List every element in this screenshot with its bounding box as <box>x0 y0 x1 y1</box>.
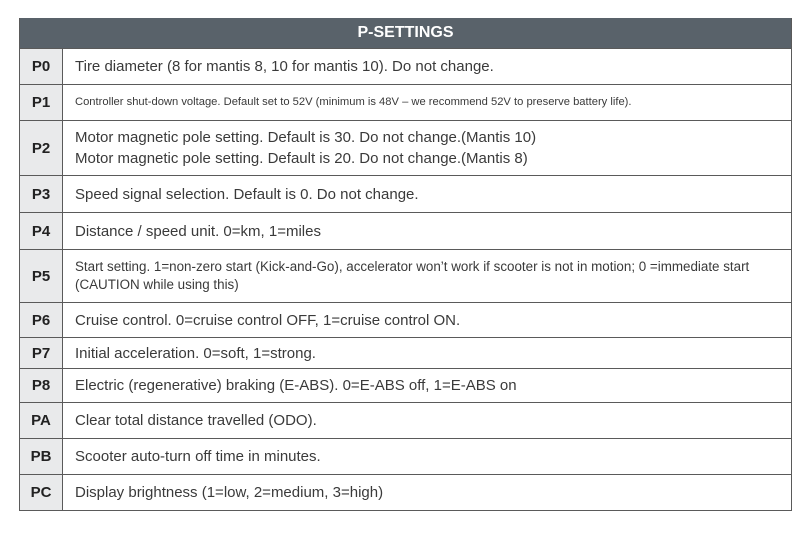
setting-code: P7 <box>20 338 63 368</box>
setting-description <box>63 176 791 212</box>
setting-code: P5 <box>20 250 63 302</box>
setting-description <box>63 475 791 510</box>
table-row-p1 <box>20 85 791 121</box>
table-row-p3 <box>20 176 791 213</box>
table-row-pb <box>20 439 791 475</box>
table-row-p2 <box>20 121 791 176</box>
description-line: Initial acceleration. 0=soft, 1=strong. <box>75 344 316 362</box>
p-settings-table <box>19 18 792 511</box>
setting-code: P1 <box>20 85 63 120</box>
setting-code: PB <box>20 439 63 474</box>
setting-description <box>63 49 791 84</box>
table-row-p6 <box>20 303 791 338</box>
description-line: Start setting. 1=non-zero start (Kick-and-Go), accelerator won’t work if scooter is not in motion; 0 =immediate start (CAUTION while using this) <box>75 259 750 292</box>
description-line: Display brightness (1=low, 2=medium, 3=high) <box>75 484 384 501</box>
setting-description <box>63 403 791 438</box>
setting-description <box>63 250 791 302</box>
table-row-p5 <box>20 250 791 303</box>
table-row-p0 <box>20 49 791 85</box>
description-line: Cruise control. 0=cruise control OFF, 1=cruise control ON. <box>75 311 461 329</box>
table-row-p8 <box>20 369 791 403</box>
table-row-pc <box>20 475 791 511</box>
setting-description <box>63 338 791 368</box>
description-line: Scooter auto-turn off time in minutes. <box>75 448 321 465</box>
setting-code: P3 <box>20 176 63 212</box>
description-line: Controller shut-down voltage. Default set to 52V (minimum is 48V – we recommend 52V to preserve battery life). <box>75 96 632 108</box>
description-line: Electric (regenerative) braking (E-ABS). 0=E-ABS off, 1=E-ABS on <box>75 377 517 394</box>
setting-description <box>63 369 791 402</box>
description-line: Motor magnetic pole setting. Default is 20. Do not change.(Mantis 8) <box>75 150 528 167</box>
setting-description <box>63 85 791 120</box>
table-title: P-SETTINGS <box>20 18 791 49</box>
setting-code: P4 <box>20 213 63 249</box>
setting-description <box>63 213 791 249</box>
description-line: Motor magnetic pole setting. Default is 30. Do not change.(Mantis 10) <box>75 129 537 146</box>
setting-code: P0 <box>20 49 63 84</box>
description-line: Tire diameter (8 for mantis 8, 10 for mantis 10). Do not change. <box>75 58 494 75</box>
description-line: Distance / speed unit. 0=km, 1=miles <box>75 222 321 240</box>
setting-description <box>63 121 791 175</box>
setting-code: PA <box>20 403 63 438</box>
setting-code: PC <box>20 475 63 510</box>
setting-code: P6 <box>20 303 63 337</box>
description-line: Speed signal selection. Default is 0. Do not change. <box>75 185 419 203</box>
table-row-p7 <box>20 338 791 369</box>
table-row-pa <box>20 403 791 439</box>
table-row-p4 <box>20 213 791 250</box>
setting-code: P2 <box>20 121 63 175</box>
setting-description <box>63 303 791 337</box>
setting-code: P8 <box>20 369 63 402</box>
description-line: Clear total distance travelled (ODO). <box>75 412 317 429</box>
setting-description <box>63 439 791 474</box>
